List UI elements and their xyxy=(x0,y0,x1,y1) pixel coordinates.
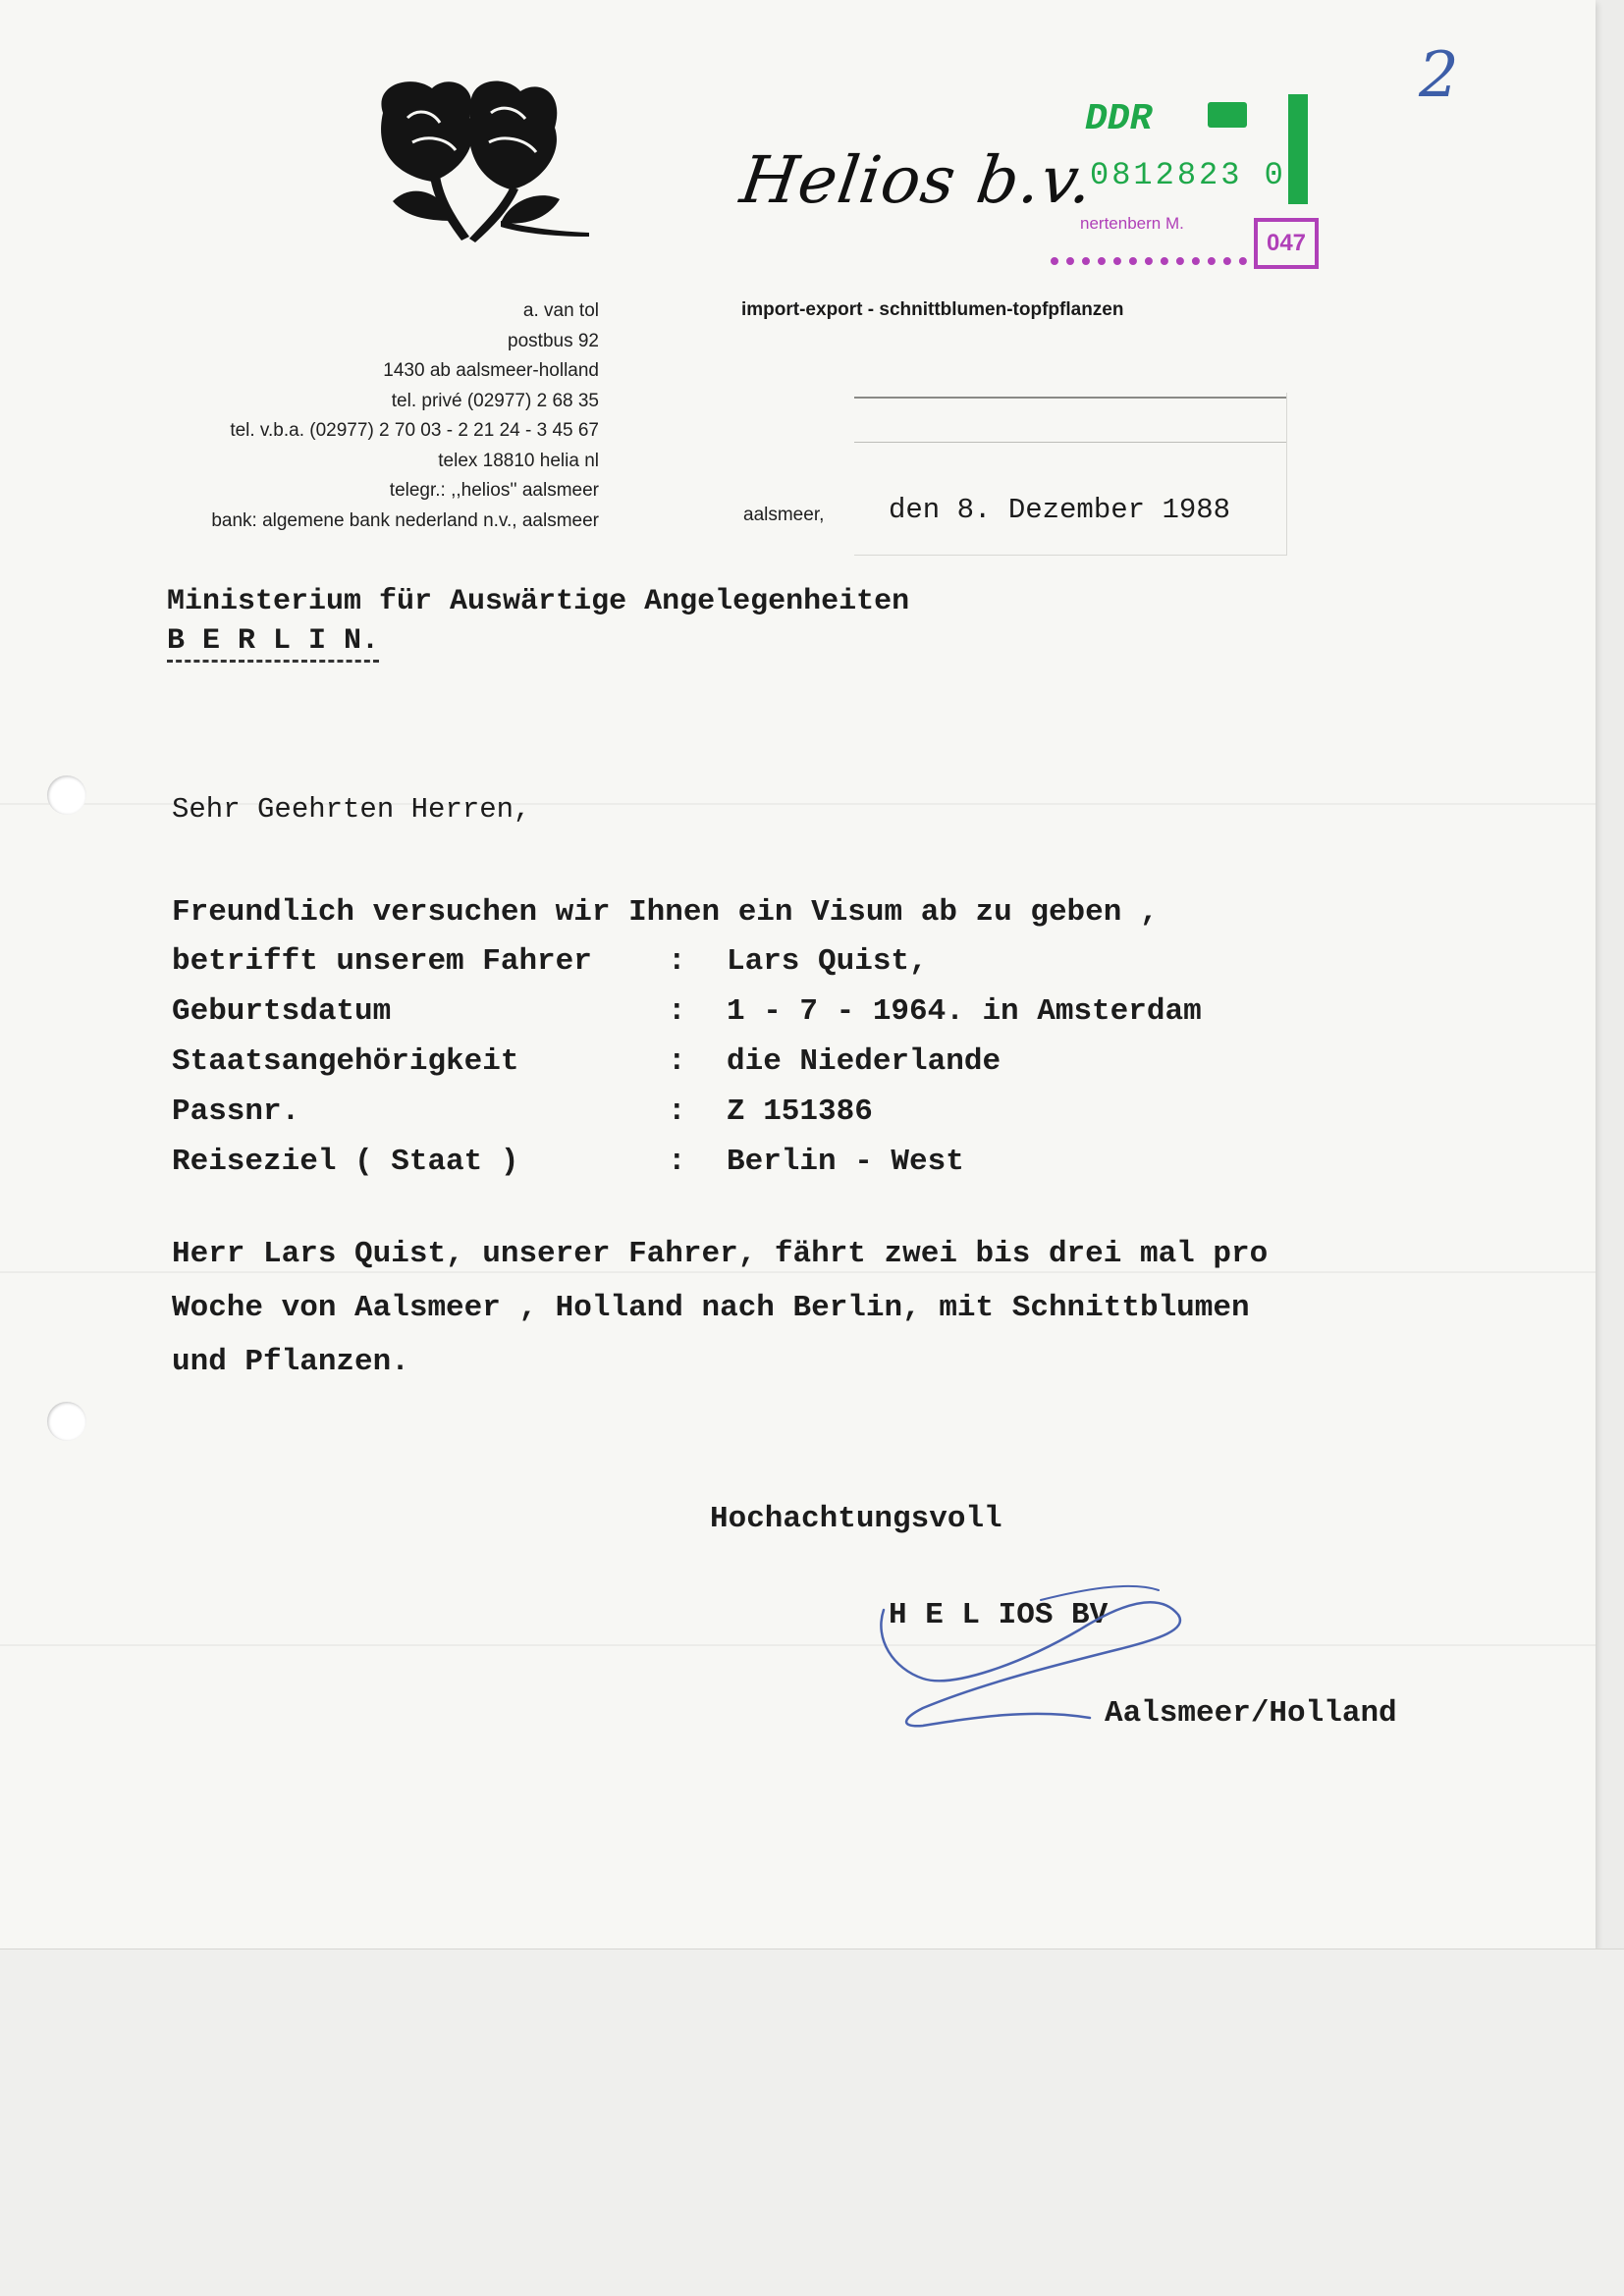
detail-separator: : xyxy=(668,1095,686,1129)
salutation: Sehr Geehrten Herren, xyxy=(172,793,531,826)
punch-hole xyxy=(47,775,86,815)
detail-label: betrifft unserem Fahrer xyxy=(172,944,592,979)
letter-date: den 8. Dezember 1988 xyxy=(889,494,1231,526)
sender-contact-block xyxy=(211,296,599,536)
signature-place: Aalsmeer/Holland xyxy=(1105,1696,1397,1731)
recipient-name: Ministerium für Auswärtige Angelegenheiten xyxy=(167,585,910,618)
purple-stamp-text: nertenbern M. xyxy=(1080,214,1184,233)
page-mark-annotation: 2 xyxy=(1419,39,1459,112)
contact-line: tel. privé (02977) 2 68 35 xyxy=(391,390,599,411)
paper-fold xyxy=(0,1271,1596,1273)
date-rule xyxy=(854,442,1286,443)
signature-company: H E L IOS BV xyxy=(889,1598,1109,1632)
detail-separator: : xyxy=(668,1145,686,1179)
detail-value: Berlin - West xyxy=(727,1145,964,1179)
detail-label: Reiseziel ( Staat ) xyxy=(172,1145,519,1179)
body-line: Woche von Aalsmeer , Holland nach Berlin, mit Schnittblumen xyxy=(172,1291,1250,1325)
green-stamp-title: DDR xyxy=(1085,98,1153,140)
date-field-box xyxy=(854,393,1287,556)
detail-separator: : xyxy=(668,944,686,979)
detail-value: Lars Quist, xyxy=(727,944,928,979)
roses-logo-icon xyxy=(353,74,609,250)
contact-line: a. van tol xyxy=(522,300,599,321)
date-rule xyxy=(854,397,1286,399)
detail-label: Geburtsdatum xyxy=(172,994,392,1029)
detail-label: Passnr. xyxy=(172,1095,300,1129)
contact-line: telegr.: ,,helios'' aalsmeer xyxy=(389,480,599,501)
paper-fold xyxy=(0,1644,1596,1646)
company-tagline: import-export - schnittblumen-topfpflanzen xyxy=(741,299,1124,320)
punch-hole xyxy=(47,1402,86,1441)
contact-line: postbus 92 xyxy=(508,330,599,351)
detail-separator: : xyxy=(668,994,686,1029)
green-stamp-number: 0812823 0 xyxy=(1090,157,1286,193)
green-stamp-block xyxy=(1208,102,1247,128)
detail-label: Staatsangehörigkeit xyxy=(172,1044,519,1079)
body-line: Herr Lars Quist, unserer Fahrer, fährt zwei bis drei mal pro xyxy=(172,1237,1269,1271)
company-logo-text: Helios b.v. xyxy=(735,142,1099,218)
detail-value: 1 - 7 - 1964. in Amsterdam xyxy=(727,994,1202,1029)
green-stamp-bar xyxy=(1288,94,1308,204)
contact-line: tel. v.b.a. (02977) 2 70 03 - 2 21 24 - 3 45 67 xyxy=(230,420,599,441)
purple-stamp-wave xyxy=(1051,240,1247,265)
contact-line: bank: algemene bank nederland n.v., aalsmeer xyxy=(211,509,599,531)
detail-value: Z 151386 xyxy=(727,1095,873,1129)
contact-line: 1430 ab aalsmeer-holland xyxy=(383,360,599,381)
intro-line: Freundlich versuchen wir Ihnen ein Visum ab zu geben , xyxy=(172,895,1159,930)
detail-separator: : xyxy=(668,1044,686,1079)
closing: Hochachtungsvoll xyxy=(710,1502,1002,1536)
place-label: aalsmeer, xyxy=(743,505,825,525)
purple-stamp-box: 047 xyxy=(1254,218,1319,269)
contact-line: telex 18810 helia nl xyxy=(438,450,599,471)
body-line: und Pflanzen. xyxy=(172,1345,409,1379)
recipient-city: B E R L I N. xyxy=(167,624,379,663)
detail-value: die Niederlande xyxy=(727,1044,1001,1079)
green-stamp xyxy=(1046,94,1321,204)
purple-stamp xyxy=(1051,208,1321,271)
scan-background xyxy=(0,1949,1624,2296)
